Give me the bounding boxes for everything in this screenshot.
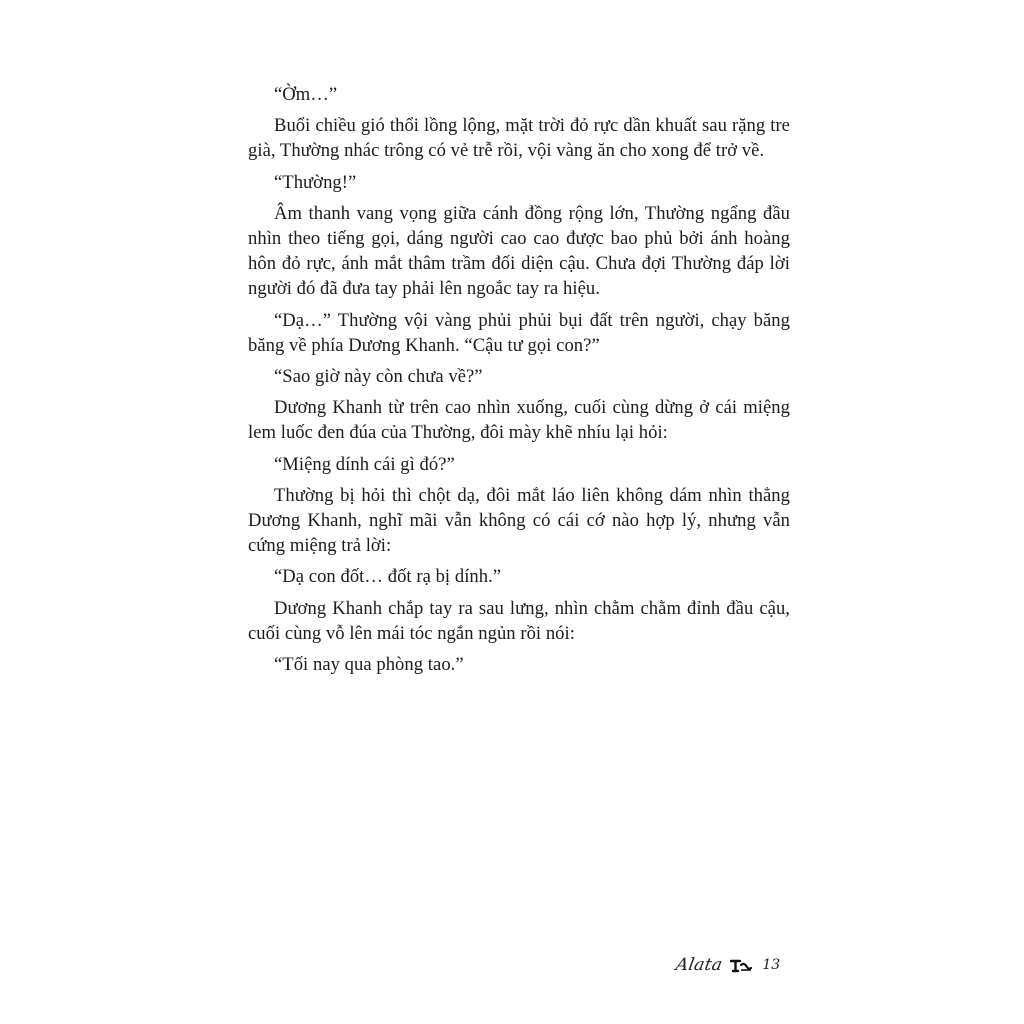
paragraph: “Sao giờ này còn chưa về?”	[274, 366, 483, 388]
alata-logo-icon	[730, 958, 752, 972]
paragraph: “Miệng dính cái gì đó?”	[274, 453, 455, 475]
paragraph: “Tối nay qua phòng tao.”	[274, 654, 464, 676]
paragraph: “Dạ…” Thường vội vàng phủi phủi bụi đất trên người, chạy băng băng về phía Dương Khanh. “Cậu tư gọi con?”	[248, 309, 790, 356]
paragraph: “Dạ con đốt… đốt rạ bị dính.”	[274, 566, 502, 588]
paragraph: Dương Khanh chắp tay ra sau lưng, nhìn chằm chằm đỉnh đầu cậu, cuối cùng vỗ lên mái tóc ngắn ngủn rồi nói:	[248, 597, 790, 644]
paragraph: Âm thanh vang vọng giữa cánh đồng rộng lớn, Thường ngẩng đầu nhìn theo tiếng gọi, dáng người cao cao được bao phủ bởi ánh hoàng hôn đỏ rực, ánh mắt thâm trầm đối diện cậu. Chưa đợi Thường đáp lời người đó đã đưa tay phải lên ngoắc tay ra hiệu.	[248, 202, 790, 300]
paragraph: Dương Khanh từ trên cao nhìn xuống, cuối cùng dừng ở cái miệng lem luốc đen đúa của Thường, đôi mày khẽ nhíu lại hỏi:	[248, 397, 790, 444]
page-number: 13	[762, 957, 781, 973]
publisher-brand: Alata	[674, 955, 725, 975]
page-footer	[676, 950, 806, 980]
paragraph: “Ờm…”	[274, 84, 338, 105]
page-body	[248, 82, 790, 683]
paragraph: “Thường!”	[274, 171, 357, 193]
paragraph: Buổi chiều gió thổi lồng lộng, mặt trời đỏ rực dần khuất sau rặng tre già, Thường nhác trông có vẻ trễ rồi, vội vàng ăn cho xong để trở về.	[248, 115, 790, 162]
paragraph: Thường bị hỏi thì chột dạ, đôi mắt láo liên không dám nhìn thẳng Dương Khanh, nghĩ mãi vẫn không có cái cớ nào hợp lý, nhưng vẫn cứng miệng trả lời:	[248, 484, 790, 557]
